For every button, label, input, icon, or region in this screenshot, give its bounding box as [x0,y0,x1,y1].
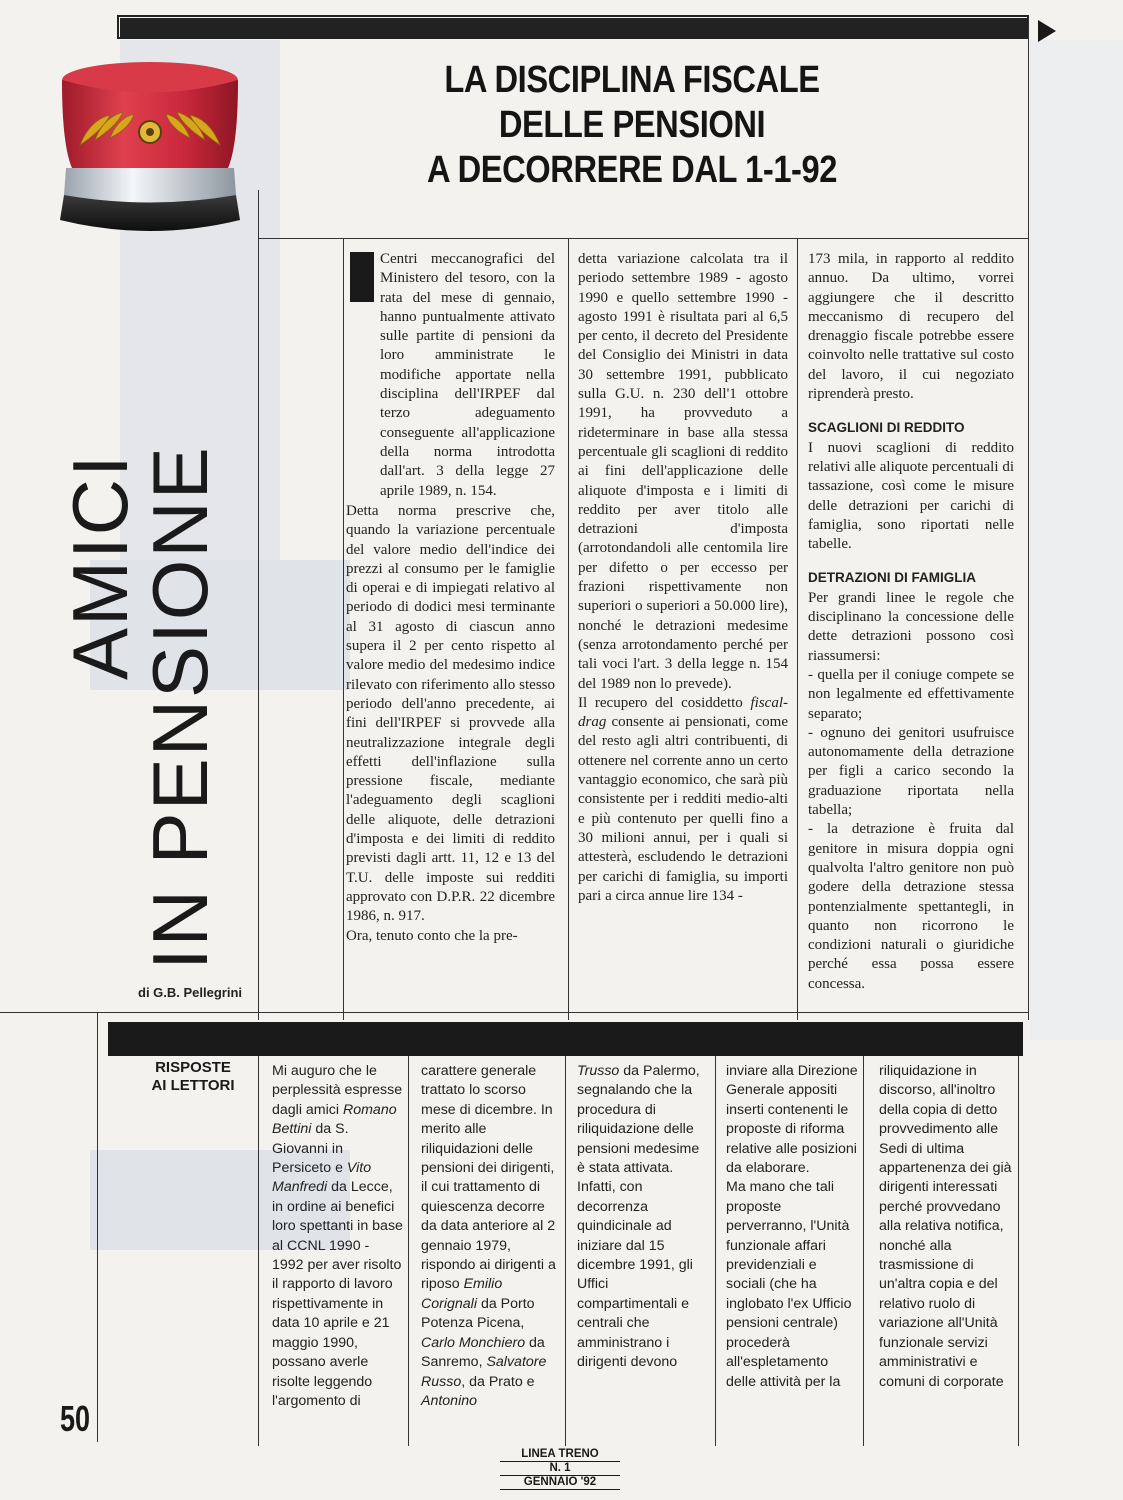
paragraph: Per grandi linee le regole che disciplinano la concessione delle dette detrazioni possono così riassumersi: [808,589,1014,664]
paragraph: Ma mano che tali proposte perverranno, l'Unità funzionale affari previdenziali e sociali (che ha inglobato l'ex Ufficio pensioni centrale) procederà all'espletamento delle attività per la [726,1179,852,1390]
answers-column-4 [726,1062,860,1392]
page-number: 50 [60,1398,91,1439]
text: da Lecce, in ordine ai benefici loro spettanti in base al CCNL 1990 - 1992 per aver risolto il rapporto di lavoro rispettivamente in data 10 aprile e 21 maggio 1990, possano averle risolte leggendo l'argomento di [272,1179,403,1409]
article-title [408,58,855,193]
reader-name: Salvatore Russo [421,1354,547,1390]
column-rule [797,238,798,1020]
paragraph: I nuovi scaglioni di reddito relativi alle aliquote percentuali di tassazione, così come le misure delle detrazioni per carichi di famiglia, sono riportati nelle tabelle. [808,439,1014,553]
paragraph [577,1062,711,1178]
reader-name: Trusso [577,1063,620,1079]
paragraph [380,250,555,501]
section-label-line2: IN PENSIONE [136,445,224,970]
column-rule [568,238,569,1020]
paragraph: Infatti, con decorrenza quindicinale ad iniziare dal 15 dicembre 1991, gli Uffici compartimentali e centrali che amministrano i dirigenti devono [577,1179,693,1371]
frame-right [1028,15,1029,1020]
paragraph: detta variazione calcolata tra il periodo settembre 1989 - agosto 1990 e quello settembre 1990 - agosto 1991 è risultata pari al 6,5 per cento, il decreto del Presidente del Consiglio dei Ministri in data 30 settembre 1991, pubblicato sulla G.U. n. 230 dell'1 ottobre 1991, ha provveduto a rideterminare in base alla stessa percentuale gli scaglioni di reddito ai fini dell'applicazione delle aliquote d'imposta e i limiti di reddito per aver titolo alle detrazioni d'imposta (arrotondandoli alle centomila lire per difetto o per eccesso per frazioni rispettivamente non superiori o superiori a 50.000 lire), nonché le detrazioni medesime (senza arrotondamento perché per tali voci l'art. 3 della legge n. 154 del 1989 non lo prevede). [578,251,788,692]
reader-name: Emilio Corignali [421,1276,503,1312]
article-column-2 [578,250,788,906]
paragraph-text: Centri meccanografici del Ministero del tesoro, con la rata del mese di gennaio, hanno puntualmente attivato sulle partite di pensioni da loro amministrate le modifiche apportate nella disciplina dell'IRPEF dal terzo adeguamento conseguente all'applicazione della norma introdotta dall'art. 3 della legge 27 aprile 1989, n. 154. [380,251,555,499]
text: Il recupero del cosiddetto [578,694,751,711]
next-arrow-icon [1038,20,1056,42]
text: da Porto Potenza Picena, [421,1295,535,1332]
column-rule [565,1056,566,1446]
reader-name: Romano Bettini [272,1101,397,1138]
frame-left-outer [97,1012,98,1442]
title-line: LA DISCIPLINA FISCALE [444,59,820,101]
text: carattere generale trattato lo scorso mese di dicembre. In merito alle riliquidazioni delle pensioni dei dirigenti, il cui trattamento di quiescenza decorre da data anteriore al 2 gennaio 1979, rispondo ai dirigenti a riposo [421,1063,556,1293]
answers-title [138,1059,248,1095]
column-rule [715,1056,716,1446]
paragraph [578,694,788,906]
section-label [56,220,260,980]
article-column-1b [346,502,555,946]
paragraph [421,1062,561,1411]
ghost-block [1030,40,1123,1040]
section-label-line1: AMICI [56,453,144,680]
reader-name: Vito Manfredi [272,1160,372,1196]
section-band [108,1022,1023,1056]
paragraph: Ora, tenuto conto che la pre- [346,927,518,944]
paragraph: riliquidazione in discorso, all'inoltro della copia di detto provvedimento alle Sedi di ultima appartenenza dei già dirigenti interessati perché provvedano alla relativa notifica, nonché alla trasmissione di un'altra copia e del relativo ruolo di variazione all'Unità funzionale servizi amministrativi e comuni di corporate [879,1063,1012,1390]
title-line: DELLE PENSIONI [498,104,766,146]
answers-title-line: AI LETTORI [151,1077,235,1094]
magazine-footer [500,1448,620,1490]
paragraph: - quella per il coniuge compete se non legalmente ed effettivamente separato; [808,666,1014,722]
text: consente ai pensionati, come del resto agli altri contribuenti, di ottenere nel corrente anno un certo vantaggio economico, che sarà più consistente per i redditi medio-alti e più contenuto per quelli fino a 30 milioni annui, per i quali si attesterà, escludendo le detrazioni per carichi di famiglia, su importi pari a circa annue lire 134 - [578,714,788,904]
text: da Palermo, segnalando che la procedura di riliquidazione delle pensioni medesime è stata attivata. [577,1063,700,1177]
article-column-1a [380,250,555,501]
railway-cap-image [50,50,250,240]
title-line: A DECORRERE DAL 1-1-92 [426,149,838,191]
answers-column-3 [577,1062,711,1373]
footer-line: LINEA TRENO [500,1448,620,1462]
answers-title-line: RISPOSTE [155,1059,231,1076]
subheading: DETRAZIONI DI FAMIGLIA [808,570,976,586]
footer-line: N. 1 [500,1462,620,1476]
frame-bottom [0,1012,1028,1013]
text: da Sanremo, [421,1334,545,1371]
article-column-3 [808,250,1014,994]
column-rule [863,1056,864,1446]
frame-title-bottom [258,238,1028,239]
answers-column-1 [272,1062,404,1411]
text: , da Prato e [461,1373,535,1390]
paragraph [272,1062,404,1411]
paragraph: - la detrazione è fruita dal genitore in misura doppia ogni qualvolta l'altro genitore non può godere della detrazione stessa pontenzialmente spettantegli, in quanto non ricorrono le condizioni naturali o giuridiche perché essa possa essere concessa. [808,821,1014,992]
footer-line: GENNAIO '92 [500,1476,620,1490]
italic-term: fiscal-drag [578,694,788,731]
text: Mi auguro che le perplessità espresse dagli amici [272,1063,403,1118]
paragraph: inviare alla Direzione Generale appositi inserti contenenti le proposte di riforma relative alle posizioni da elaborare. [726,1063,858,1177]
reader-name: Carlo Monchiero [421,1334,526,1351]
drop-cap [350,252,374,302]
byline: di G.B. Pellegrini [138,985,243,1000]
paragraph: 173 mila, in rapporto al reddito annuo. Da ultimo, vorrei aggiungere che il descritto meccanismo di recupero del drenaggio fiscale potrebbe essere coinvolto nelle trattative sul costo del lavoro, il cui negoziato riprenderà presto. [808,251,1014,403]
reader-name: Antonino [421,1392,478,1409]
paragraph: Detta norma prescrive che, quando la variazione percentuale del valore medio dell'indice dei prezzi al consumo per le famiglie di operai e di impiegati relativo al periodo di dodici mesi terminante al 31 agosto di ciascun anno supera il 2 per cento rispetto al valore medio del medesimo indice rilevato con riferimento allo stesso periodo dell'anno precedente, ai fini dell'IRPEF si provvede alla neutralizzazione integrale degli effetti dell'inflazione sulla pressione fiscale, mediante l'adeguamento degli scaglioni delle aliquote, delle detrazioni d'imposta e dei limiti di reddito previsti dagli artt. 11, 12 e 13 del T.U. delle imposte sui redditi approvato con D.P.R. 22 dicembre 1986, n. 917. [346,503,555,925]
column-rule [1018,1056,1019,1446]
text: da S. Giovanni in Persiceto e [272,1121,349,1177]
column-rule [258,1056,259,1446]
column-rule [343,238,344,1020]
paragraph: - ognuno dei genitori usufruisce autonomamente della detrazione per figli a carico secondo la graduazione riportata nella tabella; [808,724,1014,819]
answers-column-5 [879,1062,1015,1392]
column-rule [408,1056,409,1446]
answers-column-2 [421,1062,561,1411]
top-bar [120,18,1029,38]
subheading: SCAGLIONI DI REDDITO [808,420,965,436]
